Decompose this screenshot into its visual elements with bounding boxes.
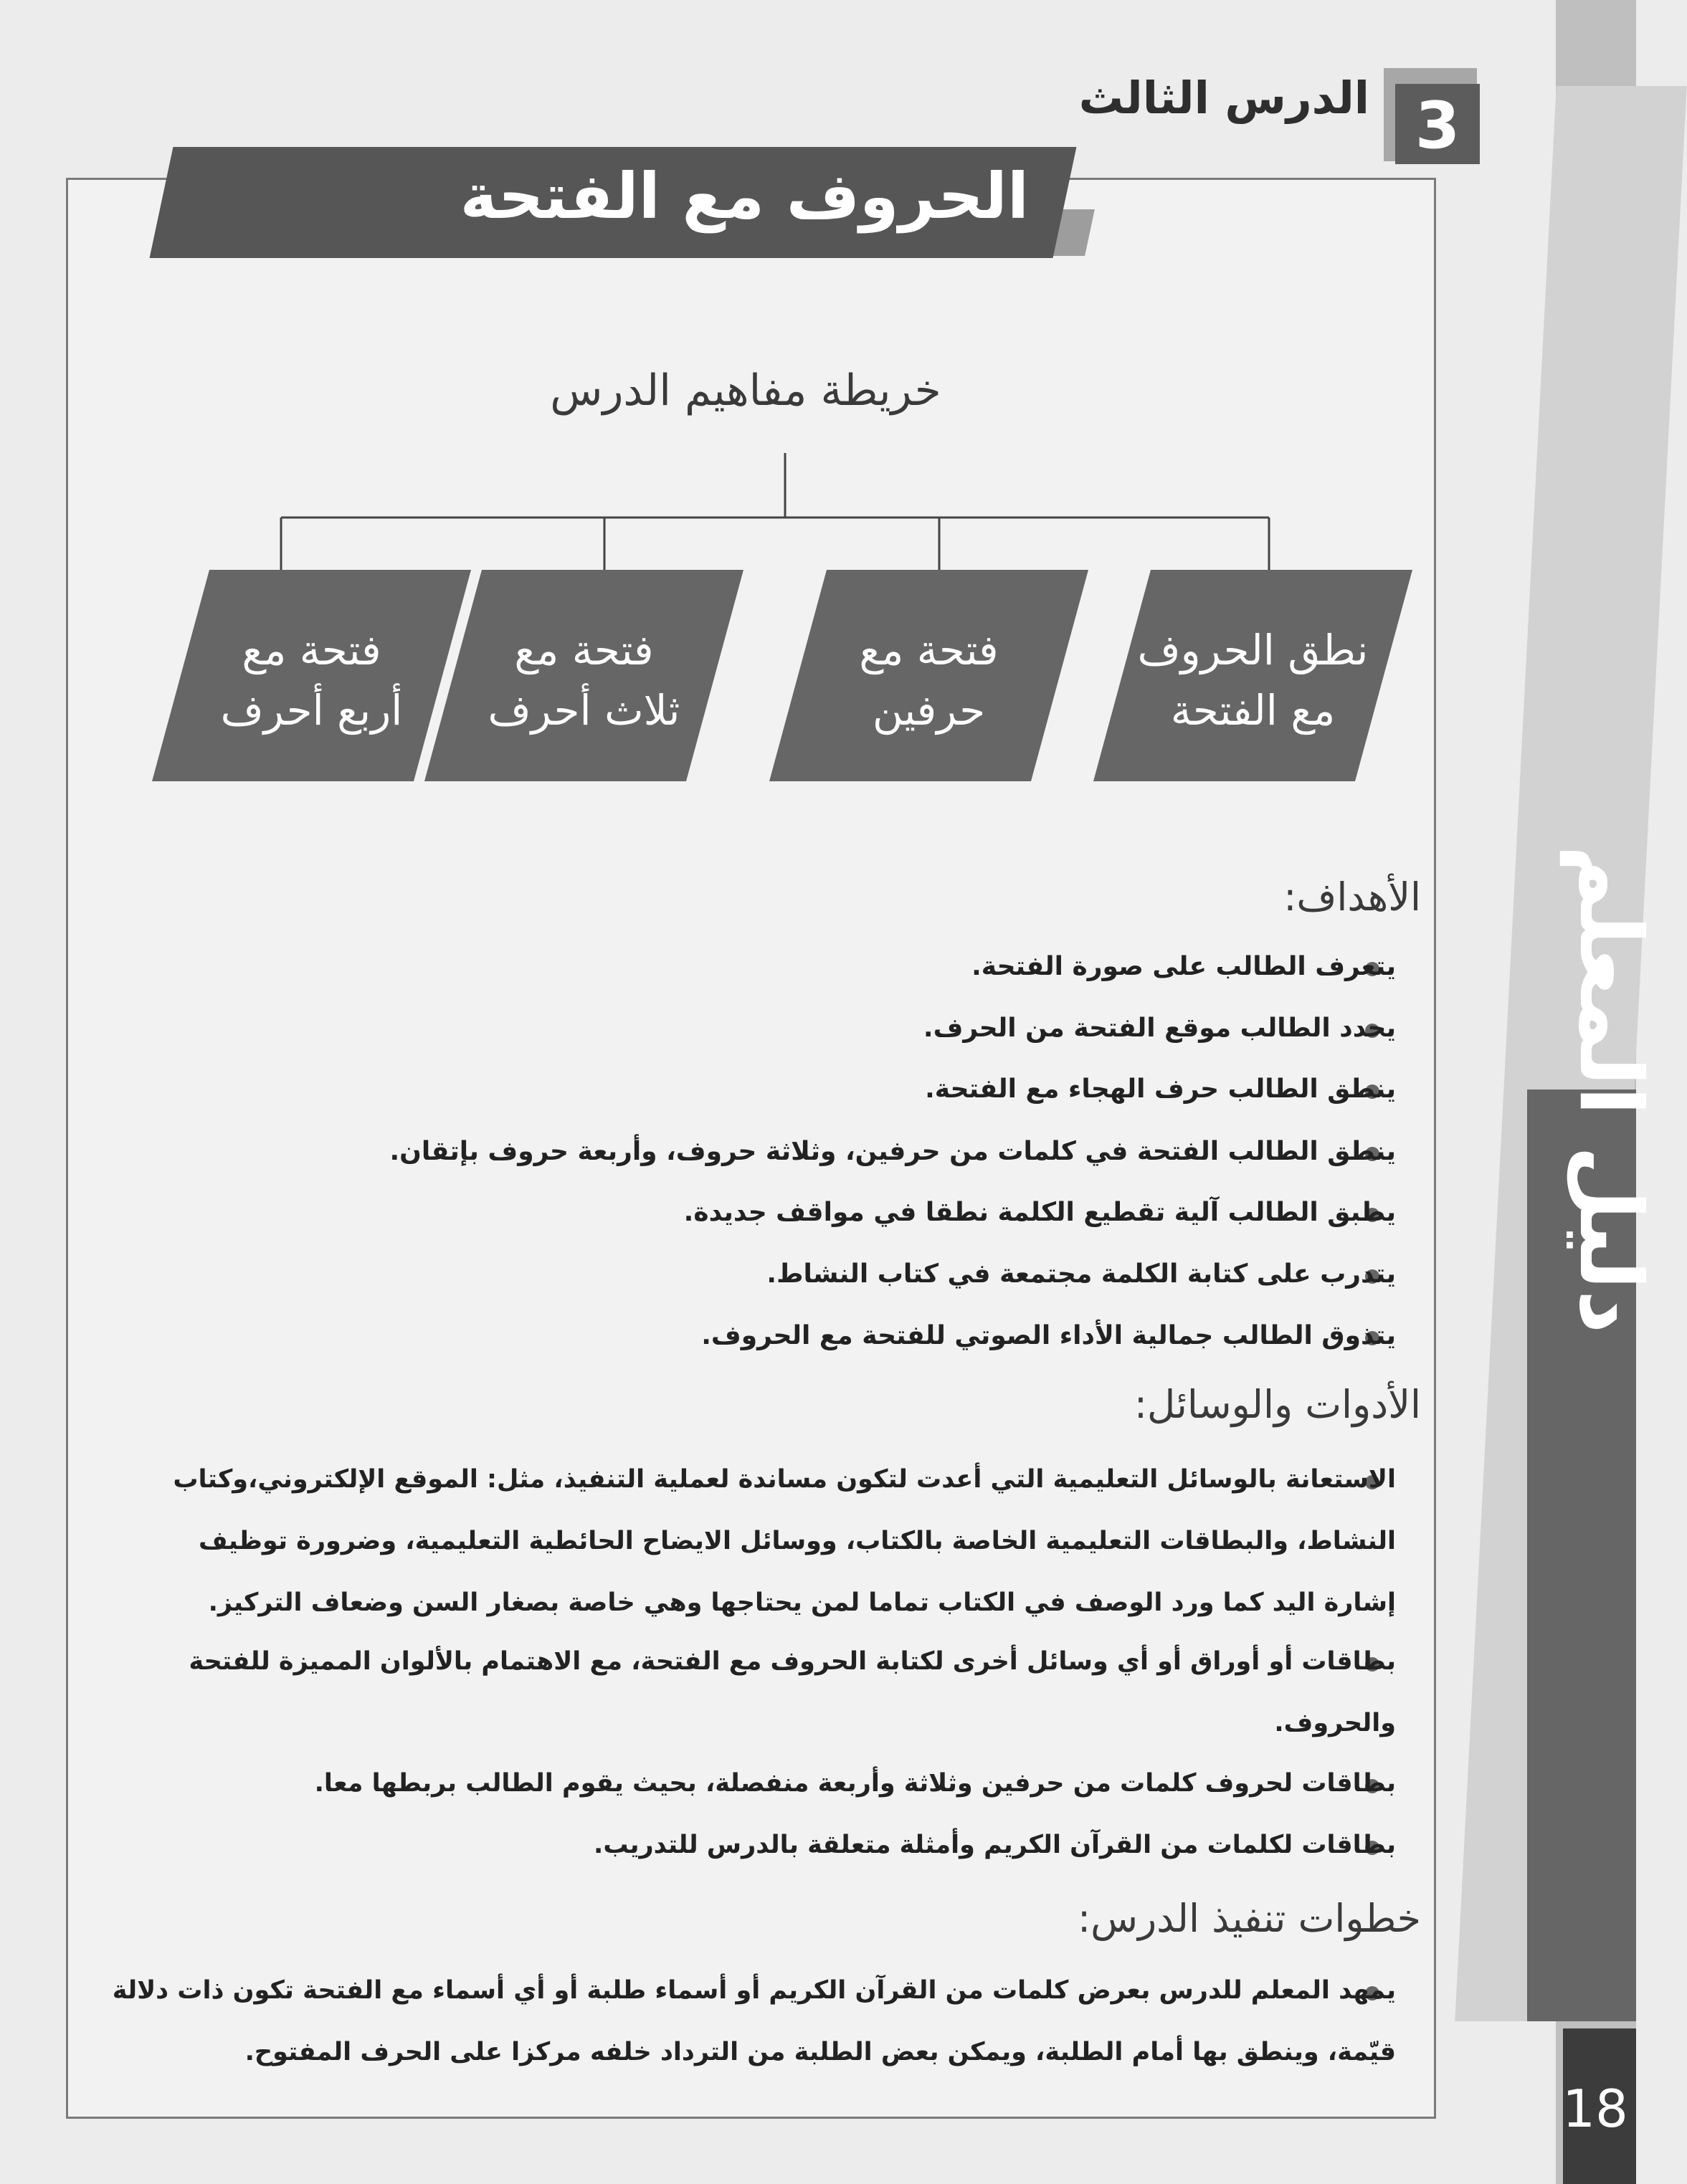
tools-item-1-line-2: النشاط، والبطاقات التعليمية الخاصة بالكتاب، ووسائل الايضاح الحائطية التعليمية، وضرورة توظيف <box>198 1527 1396 1555</box>
objective-item: يطبق الطالب آلية تقطيع الكلمة نطقا في مواقف جديدة. <box>683 1198 1396 1227</box>
objective-item: يتعرف الطالب على صورة الفتحة. <box>971 952 1396 981</box>
objective-item: يتذوق الطالب جمالية الأداء الصوتي للفتحة مع الحروف. <box>701 1321 1396 1350</box>
steps-item-1-line-1: يمهد المعلم للدرس بعرض كلمات من القرآن الكريم أو أسماء طلبة أو أي أسماء مع الفتحة تكون ذات دلالة <box>112 1976 1396 2005</box>
lesson-title: الحروف مع الفتحة <box>460 159 1029 233</box>
objective-item: يحدد الطالب موقع الفتحة من الحرف. <box>923 1014 1396 1043</box>
objectives-heading: الأهداف: <box>1283 874 1421 920</box>
sidebar-title: دليل المعلم <box>1560 845 1660 1334</box>
objective-item: يتدرب على كتابة الكلمة مجتمعة في كتاب النشاط. <box>766 1259 1396 1289</box>
concept-node-2-label: فتحة مع حرفين <box>859 626 999 735</box>
concept-map-title: خريطة مفاهيم الدرس <box>550 366 941 416</box>
steps-item-1-line-2: قيّمة، وينطق بها أمام الطلبة، ويمكن بعض الطلبة من الترداد خلفه مركزا على الحرف المفتوح. <box>244 2038 1396 2066</box>
tools-item-2-line-1: بطاقات أو أوراق أو أي وسائل أخرى لكتابة الحروف مع الفتحة، مع الاهتمام بالألوان المميزة للفتحة <box>189 1647 1396 1676</box>
concept-node-4-label: فتحة مع أربع أحرف <box>220 626 403 735</box>
tools-item-3: بطاقات لحروف كلمات من حرفين وثلاثة وأربعة منفصلة، بحيث يقوم الطالب بربطها معا. <box>314 1769 1396 1798</box>
tools-item-1-line-3: إشارة اليد كما ورد الوصف في الكتاب تماما لمن يحتاجها وهي خاصة بصغار السن وضعاف التركيز. <box>208 1588 1396 1617</box>
concept-node-3-label: فتحة مع ثلاث أحرف <box>488 626 680 735</box>
lesson-label: الدرس الثالث <box>1078 72 1369 124</box>
page-number: 18 <box>1562 2079 1628 2139</box>
concept-node-1-label: نطق الحروف مع الفتحة <box>1137 626 1369 735</box>
tools-heading: الأدوات والوسائل: <box>1134 1382 1421 1427</box>
tools-item-4: بطاقات لكلمات من القرآن الكريم وأمثلة متعلقة بالدرس للتدريب. <box>594 1831 1396 1859</box>
tools-item-1-line-1: الاستعانة بالوسائل التعليمية التي أعدت لتكون مساندة لعملية التنفيذ، مثل: الموقع الإلكتروني،وكتاب <box>173 1465 1396 1494</box>
tools-item-2-line-2: والحروف. <box>1274 1709 1396 1737</box>
objective-item: ينطق الطالب حرف الهجاء مع الفتحة. <box>925 1074 1396 1104</box>
lesson-number: 3 <box>1415 88 1460 163</box>
steps-heading: خطوات تنفيذ الدرس: <box>1077 1896 1421 1941</box>
objective-item: ينطق الطالب الفتحة في كلمات من حرفين، وثلاثة حروف، وأربعة حروف بإتقان. <box>389 1137 1396 1166</box>
